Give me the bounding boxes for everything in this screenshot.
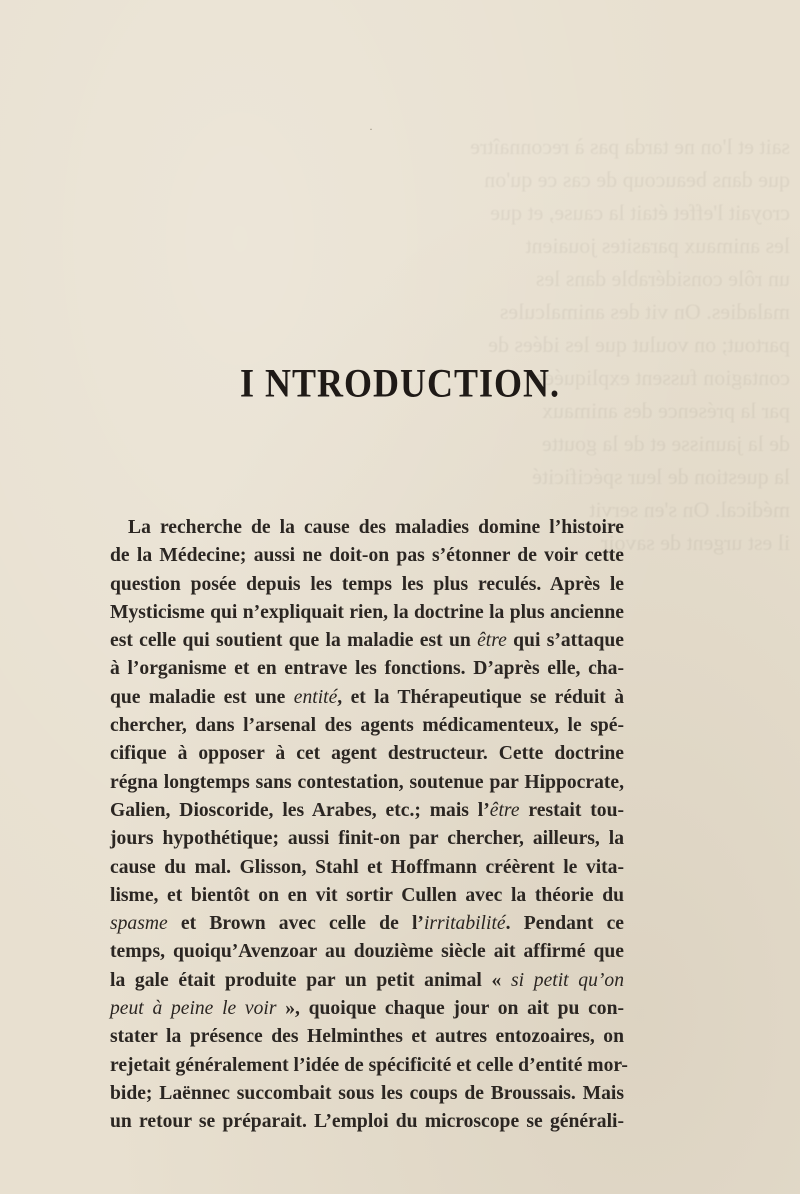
text-line <box>110 769 624 797</box>
text-run: la gale était produite par un petit animal « <box>110 969 512 991</box>
text-run: question posée depuis les temps les plus reculés. Après le <box>110 573 624 595</box>
text-line <box>110 967 624 995</box>
text-line <box>110 825 624 853</box>
bleed-line: maladies. On vit des animalcules <box>499 299 790 324</box>
bleed-line: la question de leur spécificité <box>532 464 790 489</box>
bleed-line: de la jaunisse et de la goutte <box>541 431 790 456</box>
bleed-line: croyait l'effet était la cause, et que <box>490 200 790 225</box>
text-line <box>110 655 624 683</box>
page-folio: · <box>369 122 373 136</box>
italic-word: si petit qu’on <box>511 969 624 991</box>
text-run: cause du mal. Glisson, Stahl et Hoffmann créèrent le vita- <box>110 856 624 878</box>
text-run: , et la Thérapeutique se réduit à <box>337 686 624 708</box>
bleed-line: un rôle considérable dans les <box>535 266 790 291</box>
text-run: La recherche de la cause des maladies domine l’histoire <box>128 517 624 538</box>
text-run: temps, quoiqu’Avenzoar au douzième siècle ait affirmé que <box>110 941 624 963</box>
text-run: Galien, Dioscoride, les Arabes, etc.; mais l’ <box>110 799 490 821</box>
text-line <box>110 854 624 882</box>
text-run: rejetait généralement l’idée de spécificité et celle d’entité mor- <box>110 1054 628 1076</box>
text-line <box>110 938 624 966</box>
text-run: que maladie est une <box>110 686 294 708</box>
text-run: restait tou- <box>519 799 624 821</box>
bleed-line: il est urgent de savoir <box>601 530 790 555</box>
text-run: et Brown avec celle de l’ <box>167 913 424 935</box>
bleed-line: médical. On s'en servit <box>589 497 790 522</box>
text-run: », quoique chaque jour on ait pu con- <box>276 998 624 1020</box>
text-line <box>110 684 624 712</box>
text-line <box>110 910 624 938</box>
text-line <box>110 542 624 570</box>
bleed-through-text <box>410 130 790 555</box>
text-line <box>110 1108 624 1136</box>
text-run: stater la présence des Helminthes et autres entozoaires, on <box>110 1026 624 1048</box>
text-run: jours hypothétique; aussi finit-on par chercher, ailleurs, la <box>110 828 624 850</box>
bleed-line: partout; on voulut que les idées de <box>488 332 790 357</box>
text-line <box>110 712 624 740</box>
text-line <box>110 571 624 599</box>
text-run: bide; Laënnec succombait sous les coups de Broussais. Mais <box>110 1082 624 1104</box>
text-line <box>110 1023 624 1051</box>
text-line <box>110 740 624 768</box>
italic-word: être <box>489 799 520 821</box>
italic-word: être <box>477 630 507 652</box>
text-line <box>110 995 624 1023</box>
text-run: à l’organisme et en entrave les fonctions. D’après elle, cha- <box>110 658 624 680</box>
text-run: . Pendant ce <box>505 913 624 935</box>
text-line <box>110 1080 624 1108</box>
text-run: qui s’attaque <box>506 630 624 652</box>
text-line <box>110 797 624 825</box>
bleed-line: contagion fussent expliquées <box>535 365 790 390</box>
italic-word: spasme <box>110 913 168 935</box>
text-run: de la Médecine; aussi ne doit-on pas s’étonner de voir cette <box>110 545 624 567</box>
italic-word: peut à peine le voir <box>110 998 277 1020</box>
text-run: un retour se préparait. L’emploi du microscope se générali- <box>110 1111 624 1133</box>
text-run: lisme, et bientôt on en vit sortir Cullen avec la théorie du <box>110 884 624 906</box>
text-run: régna longtemps sans contestation, soutenue par Hippocrate, <box>110 771 624 793</box>
text-line <box>110 882 624 910</box>
body-paragraph <box>110 514 628 1137</box>
text-line <box>110 599 624 627</box>
text-line <box>110 514 624 542</box>
italic-word: entité <box>293 686 338 708</box>
bleed-line: par la présence des animaux <box>542 398 790 423</box>
text-line <box>110 627 624 655</box>
chapter-title: I NTRODUCTION. <box>239 360 561 406</box>
bleed-line: que dans beaucoup de cas ce qu'on <box>484 167 790 192</box>
text-run: est celle qui soutient que la maladie est un <box>110 630 478 652</box>
text-run: cifique à opposer à cet agent destructeur. Cette doctrine <box>110 743 624 765</box>
italic-word: irritabilité <box>423 913 506 935</box>
text-line <box>110 1052 628 1080</box>
bleed-line: sait et l'on ne tarda pas à reconnaître <box>470 134 790 159</box>
text-run: chercher, dans l’arsenal des agents médicamenteux, le spé- <box>110 715 624 737</box>
text-run: Mysticisme qui n’expliquait rien, la doctrine la plus ancienne <box>110 601 624 623</box>
bleed-line: les animaux parasites jouaient <box>525 233 790 258</box>
